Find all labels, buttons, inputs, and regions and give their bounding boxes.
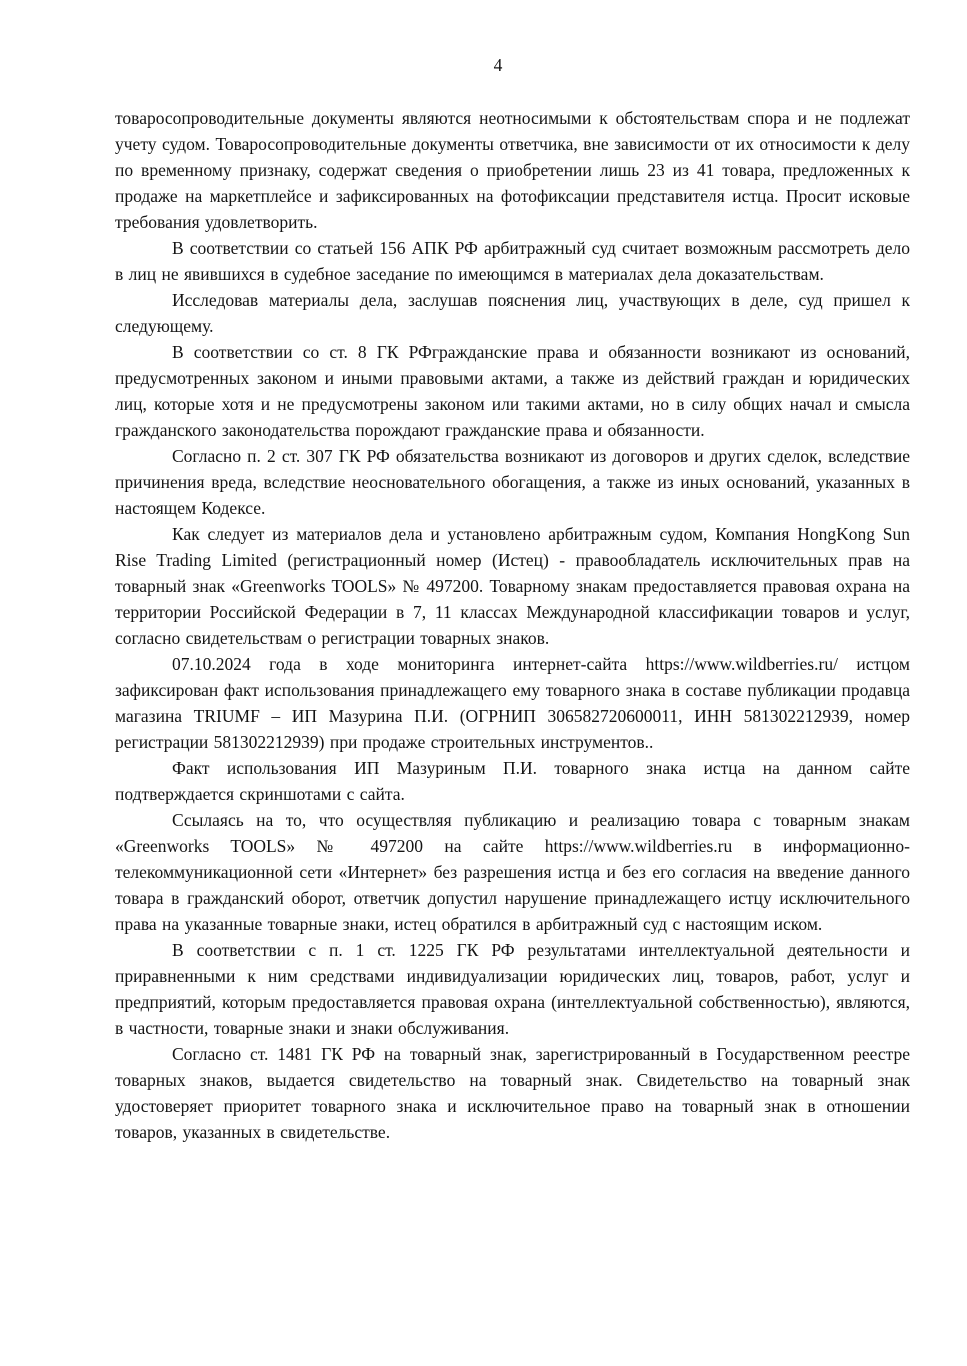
paragraph: товаросопроводительные документы являются неотносимыми к обстоятельствам спора и не подлежат учету судом. Товаросопроводительные документы ответчика, вне зависимости от их относимости к делу по временному признаку, содержат сведения о приобретении лишь 23 из 41 товара, предложенных к продаже на маркетплейсе и зафиксированных на фотофиксации представителя истца. Просит исковые требования удовлетворить. (115, 108, 910, 232)
paragraph: В соответствии со ст. 8 ГК РФгражданские права и обязанности возникают из оснований, предусмотренных законом и иными правовыми актами, а также из действий граждан и юридических лиц, которые хотя и не предусмотрены законом или такими актами, но в силу общих начал и смысла гражданского законодательства порождают гражданские права и обязанности. (115, 342, 910, 440)
paragraph: Факт использования ИП Мазуриным П.И. товарного знака истца на данном сайте подтверждается скриншотами с сайта. (115, 758, 910, 804)
page-number: 4 (493, 55, 503, 75)
paragraph: Ссылаясь на то, что осуществляя публикацию и реализацию товара с товарным знакам «Greenworks TOOLS» № 497200 на сайте https://www.wildberries.ru в информационно-телекоммуникационной сети «Интернет» без разрешения истца и без его согласия на введение данного товара в гражданский оборот, ответчик допустил нарушение принадлежащего истцу исключительного права на указанные товарные знаки, истец обратился в арбитражный суд с настоящим иском. (115, 810, 910, 934)
paragraph: В соответствии с п. 1 ст. 1225 ГК РФ результатами интеллектуальной деятельности и приравненными к ним средствами индивидуализации юридических лиц, товаров, работ, услуг и предприятий, которым предоставляется правовая охрана (интеллектуальной собственностью), являются, в частности, товарные знаки и знаки обслуживания. (115, 940, 910, 1038)
paragraph: В соответствии со статьей 156 АПК РФ арбитражный суд считает возможным рассмотреть дело в лиц не явившихся в судебное заседание по имеющимся в материалах дела доказательствам. (115, 238, 910, 284)
paragraph: 07.10.2024 года в ходе мониторинга интернет-сайта https://www.wildberries.ru/ истцом зафиксирован факт использования принадлежащего ему товарного знака в составе публикации продавца магазина TRIUMF – ИП Мазурина П.И. (ОГРНИП 306582720600011, ИНН 581302212939, номер регистрации 581302212939) при продаже строительных инструментов.. (115, 654, 910, 752)
paragraph: Как следует из материалов дела и установлено арбитражным судом, Компания HongKong Sun Rise Trading Limited (регистрационный номер (Истец) - правообладатель исключительных прав на товарный знак «Greenworks TOOLS» № 497200. Товарному знакам предоставляется правовая охрана на территории Российской Федерации в 7, 11 классах Международной классификации товаров и услуг, согласно свидетельствам о регистрации товарных знаков. (115, 524, 910, 648)
paragraph: Согласно ст. 1481 ГК РФ на товарный знак, зарегистрированный в Государственном реестре товарных знаков, выдается свидетельство на товарный знак. Свидетельство на товарный знак удостоверяет приоритет товарного знака и исключительное право на товарный знак в отношении товаров, указанных в свидетельстве. (115, 1044, 910, 1142)
document-body (115, 105, 910, 1145)
paragraph: Исследовав материалы дела, заслушав пояснения лиц, участвующих в деле, суд пришел к следующему. (115, 290, 910, 336)
paragraph: Согласно п. 2 ст. 307 ГК РФ обязательства возникают из договоров и других сделок, вследствие причинения вреда, вследствие неосновательного обогащения, а также из иных оснований, указанных в настоящем Кодексе. (115, 446, 910, 518)
